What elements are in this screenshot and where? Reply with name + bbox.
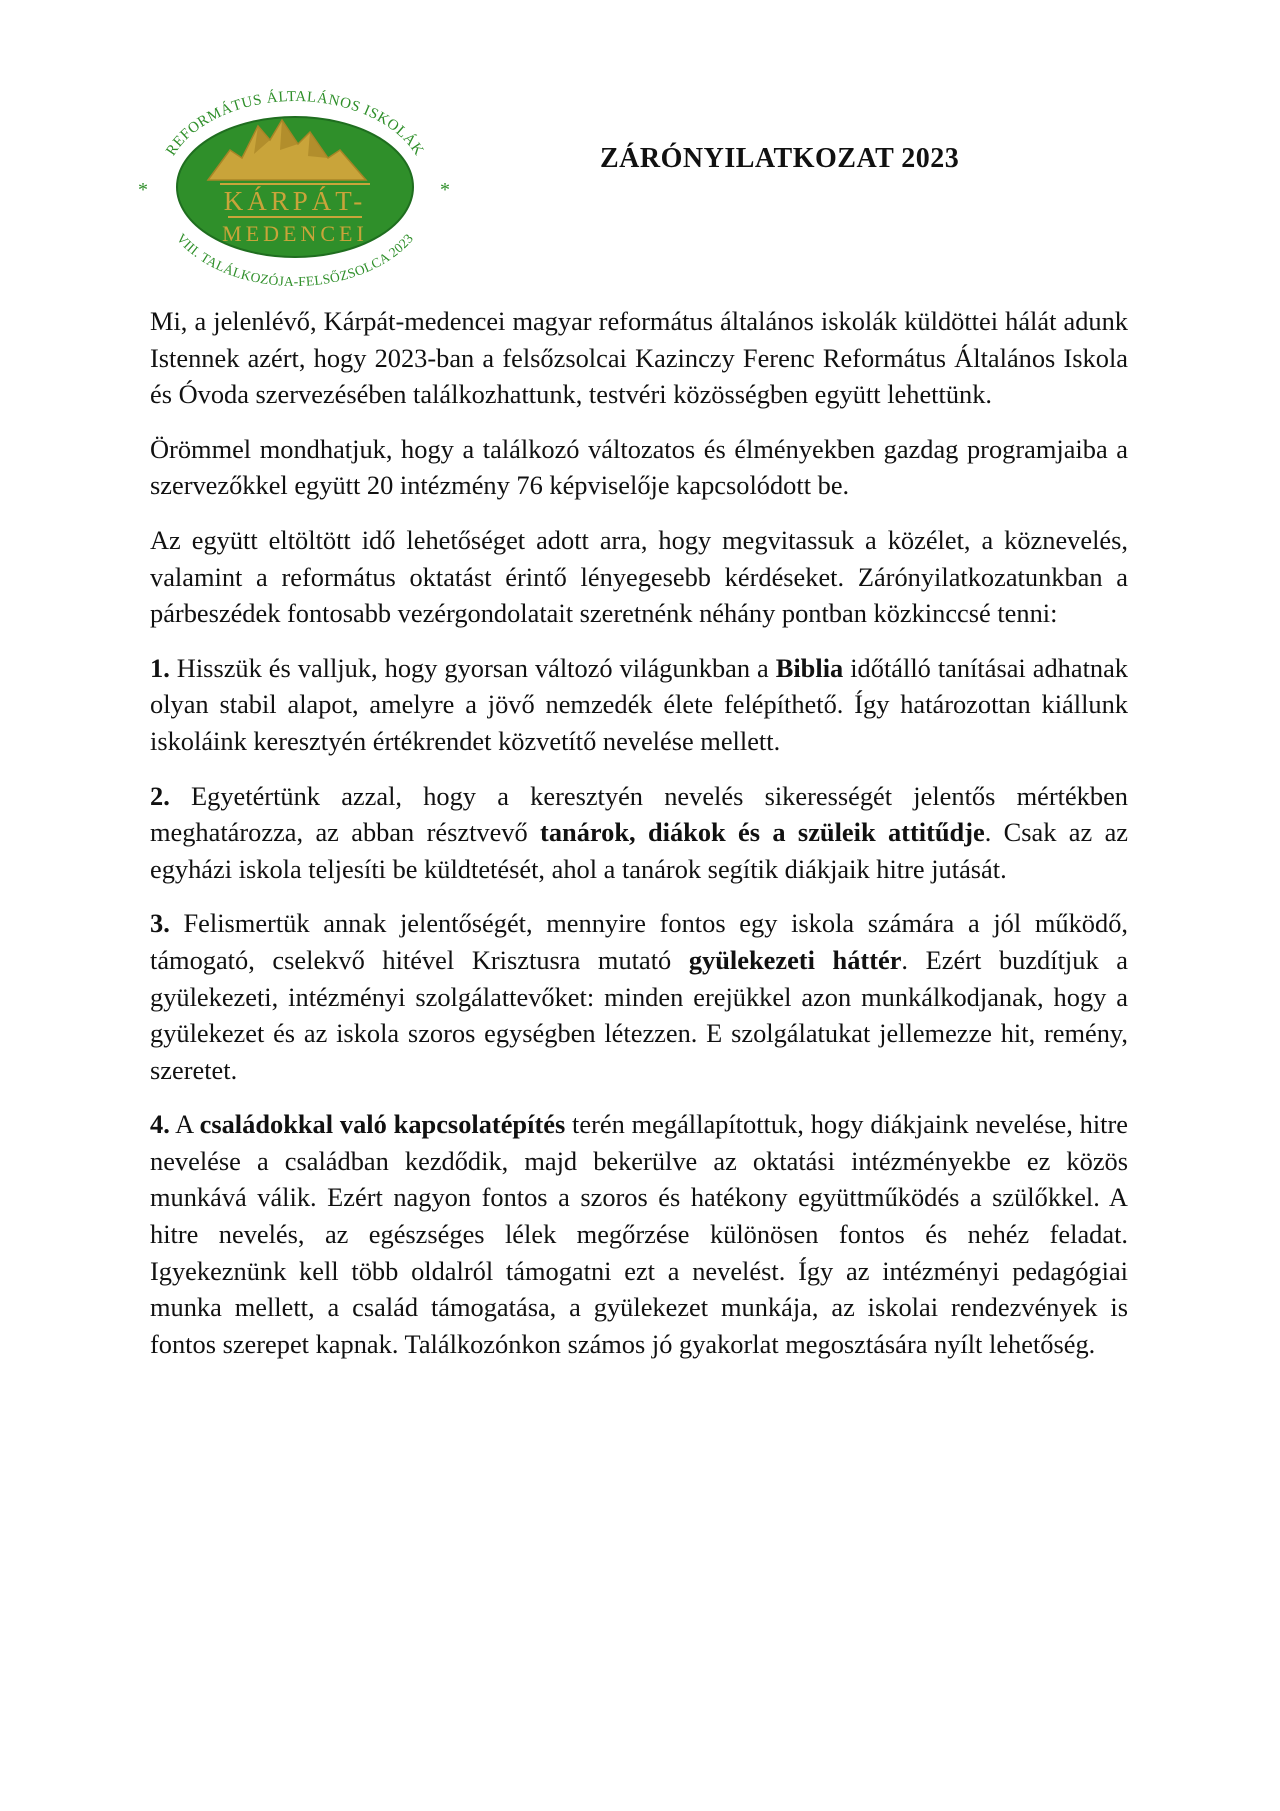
point-highlight: Biblia: [775, 652, 844, 683]
intro-paragraph-2: Örömmel mondhatjuk, hogy a találkozó változatos és élményekben gazdag programjaiba a szervezőkkel együtt 20 intézmény 76 képviselője kapcsolódott be.: [150, 433, 1128, 501]
logo-star-left: *: [138, 179, 148, 201]
point-number: 3.: [150, 908, 170, 939]
document-title: ZÁRÓNYILATKOZAT 2023: [600, 143, 960, 174]
document-body: [150, 303, 1128, 1380]
point-text: terén megállapítottuk, hogy diákjaink nevelése, hitre nevelése a családban kezdődik, majd bekerülve az oktatási intézményekbe ez közös munkává válik. Ezért nagyon fontos a szoros és hatékony együttműködés a szülőkkel. A hitre nevelés, az egészséges lélek megőrzése különösen fontos és nehéz feladat. Igyekeznünk kell több oldalról támogatni ezt a nevelést. Így az intézményi pedagógiai munka mellett, a család támogatása, a gyülekezet munkája, az iskolai rendezvények is fontos szerepet kapnak. Találkozónkon számos jó gyakorlat megosztására nyílt lehetőség.: [150, 1109, 1128, 1359]
point-4: [150, 1106, 1128, 1362]
point-3: [150, 905, 1128, 1088]
point-text: A: [169, 1109, 200, 1140]
point-number: 2.: [150, 780, 170, 811]
logo-star-right: *: [440, 179, 450, 201]
point-highlight: tanárok, diákok és a szüleik attitűdje: [540, 817, 985, 848]
point-number: 4.: [150, 1109, 170, 1140]
school-meeting-logo: [130, 84, 460, 290]
point-text: Felismertük annak jelentőségét, mennyire fontos egy iskola számára a jól működő, támogató, cselekvő hitével Krisztusra mutató: [150, 908, 1128, 975]
point-2: [150, 778, 1128, 888]
intro-paragraph-3: Az együtt eltöltött idő lehetőséget adott arra, hogy megvitassuk a közélet, a köznevelés, valamint a református oktatást érintő lényegesebb kérdéseket. Zárónyilatkozatunkban a párbeszédek fontosabb vezérgondolatait szeretnénk néhány pontban közkinccsé tenni:: [150, 524, 1128, 629]
point-text: Egyetértünk azzal, hogy a keresztyén nevelés sikerességét jelentős mértékben meghatározza, az abban résztvevő: [150, 780, 1128, 848]
logo-name-line1: KÁRPÁT-: [223, 186, 367, 216]
logo-name-line2: MEDENCEI: [222, 221, 368, 246]
point-highlight: gyülekezeti háttér: [688, 944, 902, 975]
logo-arc-top-text: REFORMÁTUS ÁLTALÁNOS ISKOLÁK: [163, 88, 427, 159]
point-number: 1.: [150, 652, 170, 683]
point-1: [150, 650, 1128, 760]
point-highlight: családokkal való kapcsolatépítés: [199, 1109, 566, 1140]
point-text: időtálló tanításai adhatnak olyan stabil alapot, amelyre a jövő nemzedék élete felépíthető. Így határozottan kiállunk iskoláink keresztyén értékrendet közvetítő nevelése mellett.: [150, 652, 1128, 756]
point-text: . Csak az az egyházi iskola teljesíti be küldtetését, ahol a tanárok segítik diákjaik hitre jutását.: [150, 817, 1128, 884]
point-text: Hisszük és valljuk, hogy gyorsan változó világunkban a: [169, 652, 776, 683]
point-text: . Ezért buzdítjuk a gyülekezeti, intézményi szolgálattevőket: minden erejükkel azon munkálkodjanak, hogy a gyülekezet és az iskola szoros egységben létezzen. E szolgálatukat jellemezze hit, remény, szeretet.: [150, 944, 1128, 1085]
intro-paragraph-1: Mi, a jelenlévő, Kárpát-medencei magyar református általános iskolák küldöttei hálát adunk Istennek azért, hogy 2023-ban a felsőzsolcai Kazinczy Ferenc Református Általános Iskola és Óvoda szervezésében találkozhattunk, testvéri közösségben együtt lehettünk.: [150, 306, 1128, 410]
logo-arc-bottom-text: VIII. TALÁLKOZÓJA-FELSŐZSOLCA 2023: [173, 230, 417, 290]
